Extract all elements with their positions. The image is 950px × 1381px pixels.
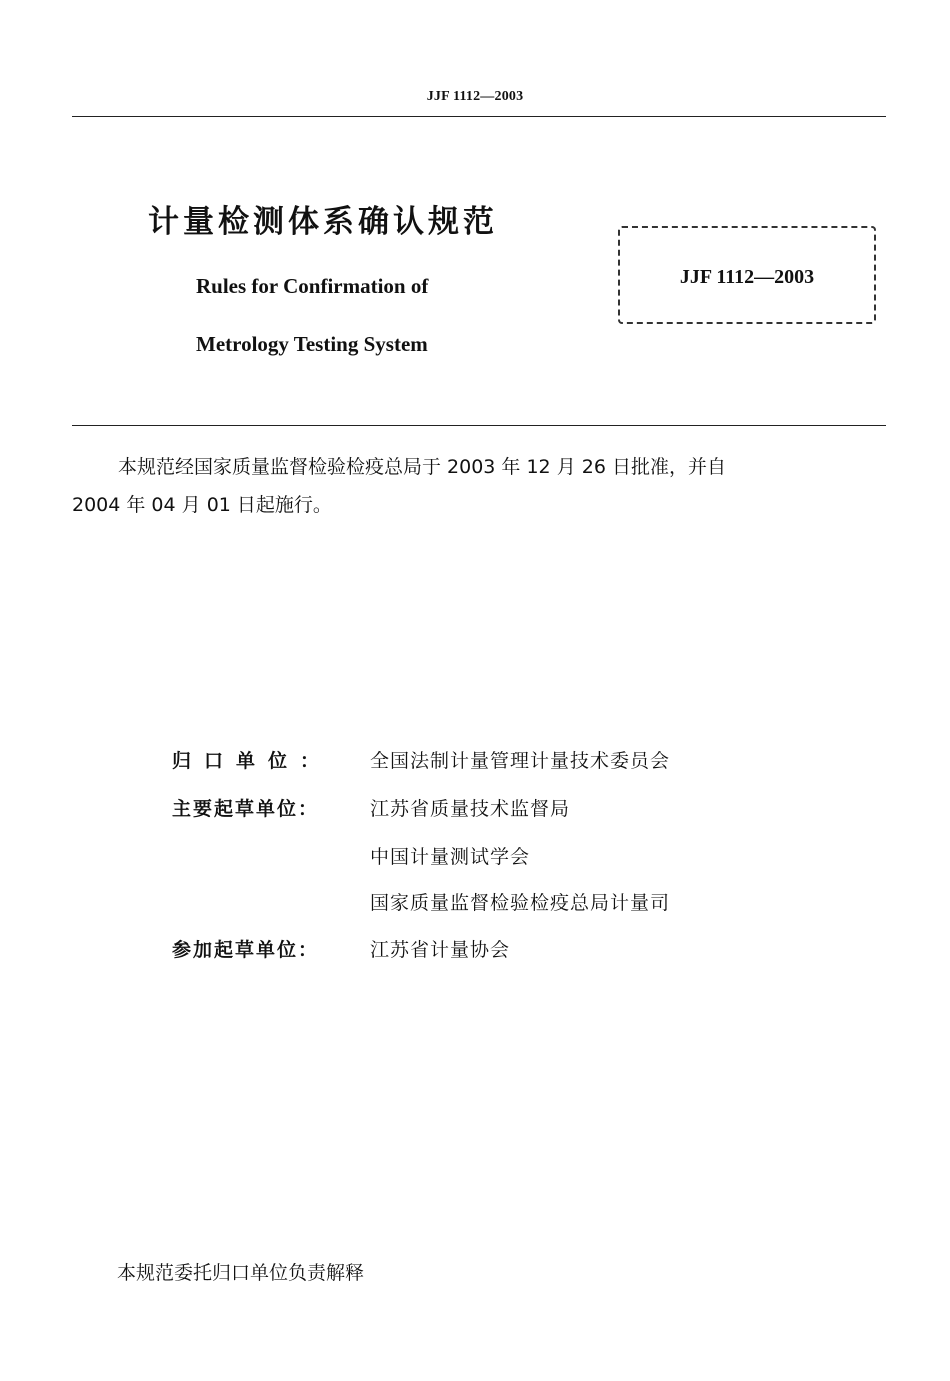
title-english-line2: Metrology Testing System: [196, 332, 428, 356]
approval-statement-line1: 本规范经国家质量监督检验检疫总局于 2003 年 12 月 26 日批准，并自: [118, 456, 726, 478]
centralized-unit-label: 归口单位：: [172, 750, 333, 772]
main-drafting-unit-3: 国家质量监督检验检疫总局计量司: [370, 892, 671, 914]
interpretation-note: 本规范委托归口单位负责解释: [117, 1262, 365, 1284]
standard-code-box: [618, 226, 876, 324]
approval-statement-line2: 2004 年 04 月 01 日起施行。: [72, 494, 332, 516]
main-drafting-unit-2: 中国计量测试学会: [370, 846, 531, 868]
header-standard-code: JJF 1112—2003: [426, 89, 524, 104]
standard-code-box-text: JJF 1112—2003: [679, 266, 815, 288]
main-drafting-unit-label: 主要起草单位：: [172, 798, 320, 820]
participating-drafting-unit-label: 参加起草单位：: [172, 939, 320, 961]
title-divider: [72, 425, 886, 426]
header-divider: [72, 116, 886, 117]
centralized-unit-value: 全国法制计量管理计量技术委员会: [370, 750, 671, 772]
title-english-line1: Rules for Confirmation of: [196, 274, 429, 298]
participating-drafting-unit-value: 江苏省计量协会: [370, 939, 511, 961]
title-chinese: 计量检测体系确认规范: [148, 204, 498, 240]
main-drafting-unit-1: 江苏省质量技术监督局: [370, 798, 571, 820]
